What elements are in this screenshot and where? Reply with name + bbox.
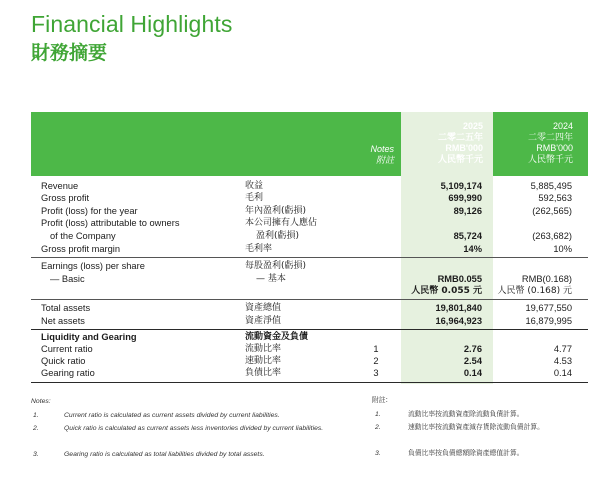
year-2025-label-zh: 二零二五年 (437, 132, 483, 142)
value-2025: 2.76 (463, 344, 482, 354)
notes-header-en: Notes (370, 144, 394, 154)
row-label: Earnings (loss) per share (41, 261, 145, 271)
row-label: Revenue (41, 181, 79, 191)
value-2025: 16,964,923 (435, 316, 482, 326)
table-row-eps-basic-zh (0, 286, 604, 297)
value-2024: 4.53 (553, 356, 572, 366)
value-2025: 19,801,840 (435, 303, 482, 313)
value-2025: RMB0.055 (437, 274, 482, 284)
row-label: Gross profit margin (41, 244, 121, 254)
year-2024-column-header (490, 121, 573, 165)
value-2025: 85,724 (453, 231, 482, 241)
row-label-zh: 本公司擁有人應佔 (245, 218, 318, 228)
notes-heading-zh: 附註: (372, 396, 388, 404)
value-2025: 14% (463, 244, 482, 254)
row-label-zh: 資產淨值 (245, 316, 282, 326)
year-2024-label: 2024 (552, 121, 573, 131)
value-2024: RMB(0.168) (521, 274, 572, 284)
note-number: 1. (33, 412, 39, 419)
value-2024: 4.77 (553, 344, 572, 354)
row-label-zh: 毛利率 (245, 244, 273, 254)
value-2024: 5,885,495 (530, 181, 572, 191)
note-text-zh: 流動比率按流動資產除流動負債計算。 (408, 410, 524, 418)
divider (31, 299, 588, 300)
value-2025-zh: 人民幣 0.055 元 (411, 286, 482, 296)
row-label-continued: — Basic (50, 274, 85, 284)
table-row-profit-year (0, 206, 604, 217)
row-label: Gearing ratio (41, 368, 95, 378)
row-label-zh-continued: — 基本 (256, 274, 286, 284)
notes-header-zh: 附註 (375, 155, 394, 165)
row-label: Total assets (41, 303, 91, 313)
note-number: 2. (33, 425, 39, 432)
year-2024-unit: RMB'000 (536, 143, 573, 153)
row-label: Gross profit (41, 193, 90, 203)
row-label: Current ratio (41, 344, 93, 354)
value-2024: 0.14 (553, 368, 572, 378)
note-text: Current ratio is calculated as current assets divided by current liabilities. (64, 412, 280, 419)
table-row-total-assets (0, 303, 604, 314)
row-label-zh: 收益 (245, 181, 264, 191)
row-label-continued: of the Company (50, 231, 116, 241)
row-label-zh: 流動比率 (245, 344, 282, 354)
year-2025-column-header (402, 121, 483, 165)
value-2024: 592,563 (538, 193, 572, 203)
note-number: 3. (33, 451, 39, 458)
value-2024: 10% (553, 244, 572, 254)
row-label: Net assets (41, 316, 85, 326)
value-2024: (262,565) (532, 206, 572, 216)
page-title-chinese: 財務摘要 (31, 42, 108, 64)
row-label-zh: 資產總值 (245, 303, 282, 313)
table-row-gross-profit (0, 193, 604, 204)
note-text: Gearing ratio is calculated as total liabilities divided by total assets. (64, 451, 265, 458)
year-2025-unit: RMB'000 (445, 143, 483, 153)
row-label: Profit (loss) attributable to owners (41, 218, 180, 228)
row-label-zh-continued: 盈利(虧損) (256, 231, 300, 241)
table-row-eps-basic (0, 274, 604, 285)
value-2025: 89,126 (453, 206, 482, 216)
note-text-zh: 速動比率按流動資產減存貨除流動負債計算。 (408, 423, 544, 431)
table-row-profit-owners (0, 231, 604, 242)
row-label-zh: 速動比率 (245, 356, 282, 366)
value-2025: 2.54 (463, 356, 482, 366)
value-2024: 19,677,550 (525, 303, 572, 313)
divider (31, 257, 588, 258)
page-title: Financial Highlights (31, 11, 233, 37)
note-ref: 1 (373, 344, 379, 354)
row-label: Profit (loss) for the year (41, 206, 138, 216)
section-heading: Liquidity and Gearing (41, 332, 137, 342)
row-label-zh: 毛利 (245, 193, 264, 203)
note-number-zh: 1. (375, 411, 381, 418)
table-row-revenue (0, 181, 604, 192)
table-row-quick-ratio (0, 356, 604, 367)
divider (31, 382, 588, 383)
table-row-current-ratio (0, 344, 604, 355)
year-2025-unit-zh: 人民幣千元 (437, 154, 483, 164)
divider (31, 329, 588, 330)
note-number-zh: 2. (375, 424, 381, 431)
note-number-zh: 3. (375, 450, 381, 457)
value-2025: 5,109,174 (440, 181, 482, 191)
notes-column-header (364, 144, 394, 166)
row-label: Quick ratio (41, 356, 86, 366)
value-2025: 699,990 (448, 193, 482, 203)
table-row-liquidity-heading (0, 332, 604, 343)
section-heading-zh: 流動資金及負債 (245, 332, 309, 342)
notes-heading: Notes: (31, 398, 51, 405)
note-ref: 2 (373, 356, 379, 366)
note-ref: 3 (373, 368, 379, 378)
year-2024-label-zh: 二零二四年 (527, 132, 573, 142)
table-row-eps-line1 (0, 261, 604, 272)
table-row-gearing-ratio (0, 368, 604, 379)
row-label-zh: 年內盈利(虧損) (245, 206, 307, 216)
value-2024: 16,879,995 (525, 316, 572, 326)
note-text: Quick ratio is calculated as current assets less inventories divided by current liabilities. (64, 425, 324, 432)
year-2025-label: 2025 (462, 121, 483, 131)
table-row-profit-owners-line1 (0, 218, 604, 229)
note-text-zh: 負債比率按負債總額除資產總值計算。 (408, 449, 524, 457)
table-row-gross-margin (0, 244, 604, 255)
row-label-zh: 負債比率 (245, 368, 282, 378)
value-2025: 0.14 (463, 368, 482, 378)
year-2024-unit-zh: 人民幣千元 (527, 154, 573, 164)
row-label-zh: 每股盈利(虧損) (245, 261, 307, 271)
value-2024-zh: 人民幣 (0.168) 元 (497, 286, 572, 296)
value-2024: (263,682) (532, 231, 572, 241)
table-row-net-assets (0, 316, 604, 327)
